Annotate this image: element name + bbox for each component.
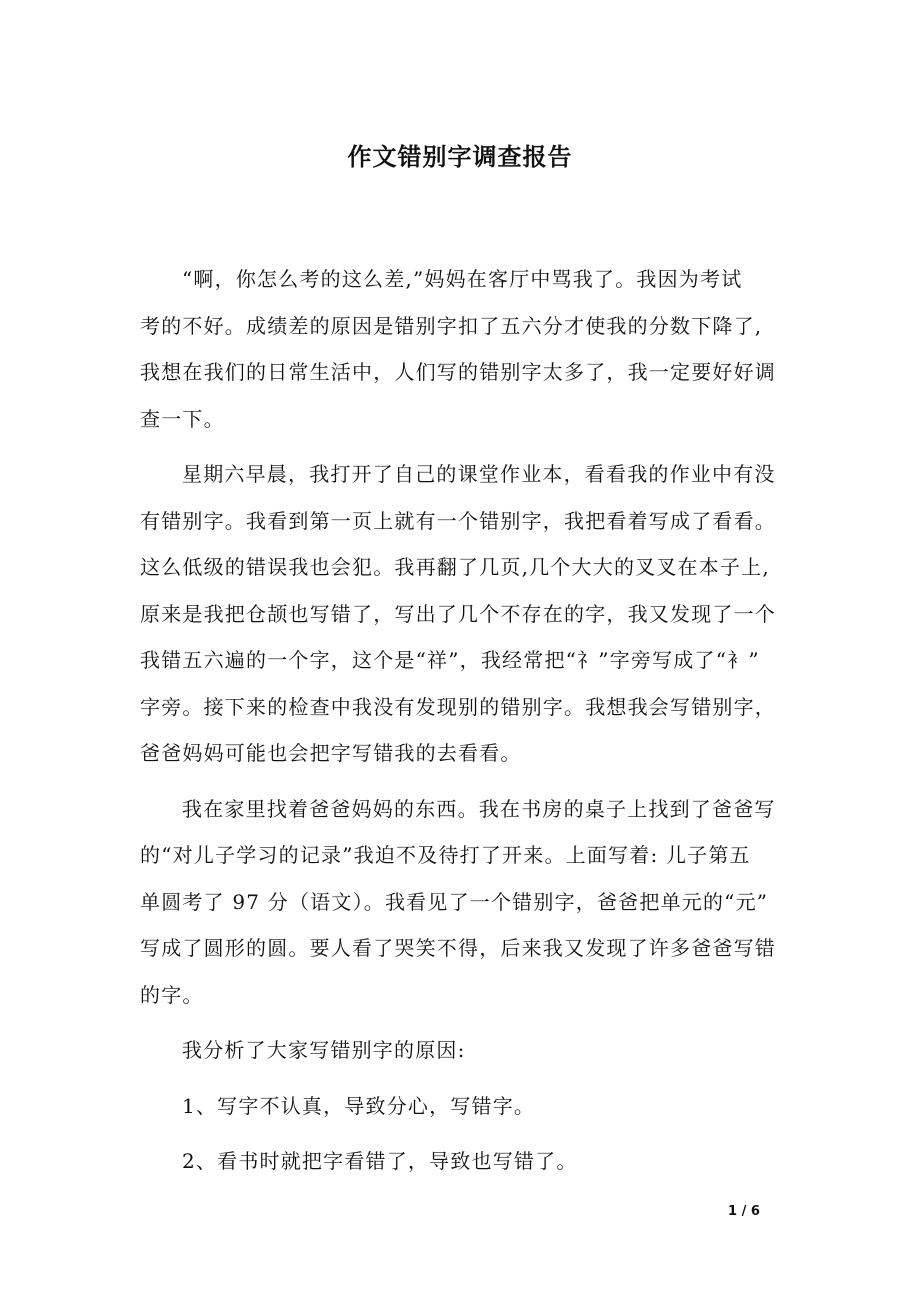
- list-item-1: [140, 1083, 785, 1130]
- document-title: 作文错别字调查报告: [347, 143, 573, 171]
- text-line: 查一下。: [140, 406, 225, 431]
- text-line: 的字。: [140, 982, 204, 1007]
- text-line: 爸爸妈妈可能也会把字写错我的去看看。: [140, 741, 522, 765]
- paragraph-2: [140, 451, 785, 777]
- paragraph-3: [140, 786, 785, 1019]
- text-line: 星期六早晨，我打开了自己的课堂作业本，看看我的作业中有没: [182, 462, 776, 486]
- document-body: [140, 256, 785, 1194]
- text-line: 我想在我们的日常生活中，人们写的错别字太多了，我一定要好好调: [140, 360, 776, 384]
- text-line: 字旁。接下来的检查中我没有发现别的错别字。我想我会写错别字，: [140, 694, 776, 719]
- text-line: 我分析了大家写错别字的原因:: [182, 1038, 466, 1062]
- text-line: 这么低级的错误我也会犯。我再翻了几页,几个大大的叉叉在本子上,: [140, 555, 770, 579]
- paragraph-1: [140, 256, 785, 442]
- list-item-2: [140, 1138, 785, 1185]
- page-number: 1 / 6: [728, 1204, 760, 1219]
- text-line: 单圆考了 97 分（语文）。我看见了一个错别字，爸爸把单元的“元”: [140, 889, 769, 914]
- text-line: 我在家里找着爸爸妈妈的东西。我在书房的桌子上找到了爸爸写: [182, 796, 776, 821]
- text-line: 我错五六遍的一个字，这个是“祥”，我经常把“礻”字旁写成了“衤”: [140, 648, 760, 672]
- paragraph-4: [140, 1027, 785, 1074]
- text-line: 的“对儿子学习的记录”我迫不及待打了开来。上面写着: 儿子第五: [140, 843, 751, 867]
- text-line: “啊，你怎么考的这么差,”妈妈在客厅中骂我了。我因为考试: [182, 267, 743, 291]
- text-line: 原来是我把仓颉也写错了，写出了几个不存在的字，我又发现了一个: [140, 601, 776, 626]
- text-line: 有错别字。我看到第一页上就有一个错别字，我把看着写成了看看。: [140, 508, 776, 533]
- text-line: 2、看书时就把字看错了，导致也写错了。: [182, 1149, 578, 1173]
- text-line: 考的不好。成绩差的原因是错别字扣了五六分才使我的分数下降了,: [140, 313, 763, 338]
- text-line: 写成了圆形的圆。要人看了哭笑不得，后来我又发现了许多爸爸写错: [140, 936, 776, 960]
- text-line: 1、写字不认真，导致分心，写错字。: [182, 1093, 536, 1118]
